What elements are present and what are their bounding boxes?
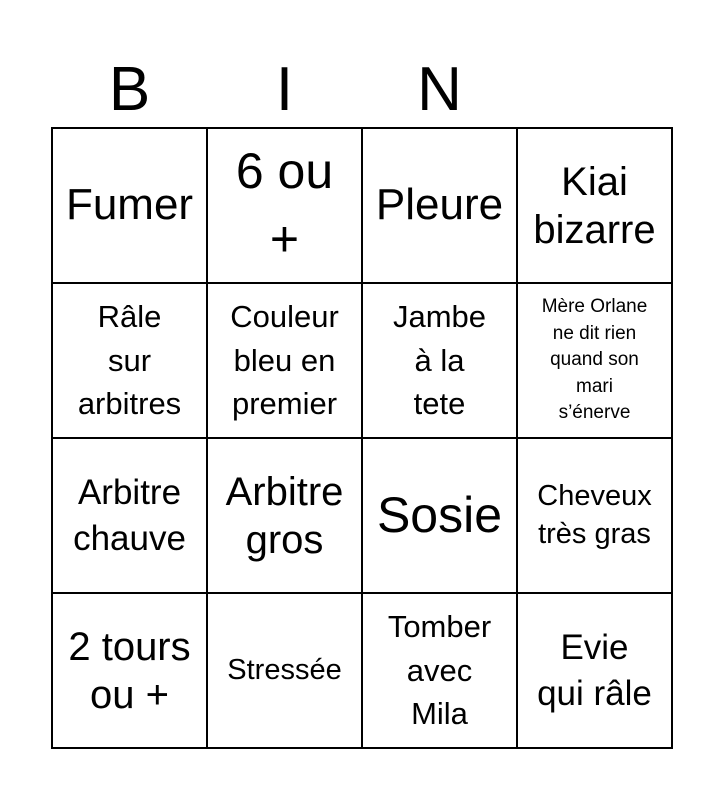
header-letter-b: B [108, 55, 151, 124]
bingo-cell-arbitre-chauve[interactable] [53, 439, 208, 594]
cell-text: Couleur bleu en premier [230, 299, 339, 422]
bingo-header [52, 52, 672, 128]
cell-text: Râle sur arbitres [77, 299, 182, 422]
bingo-cell-cheveux-tres-gras[interactable] [518, 439, 673, 594]
bingo-cell-couleur-bleu[interactable] [208, 284, 363, 439]
bingo-cell-arbitre-gros[interactable] [208, 439, 363, 594]
cell-text: Pleure [375, 180, 504, 230]
bingo-cell-pleure[interactable] [363, 129, 518, 284]
cell-text: Fumer [65, 180, 194, 230]
cell-text: Cheveux très gras [537, 479, 652, 550]
cell-text: Tomber avec Mila [387, 609, 492, 732]
bingo-cell-tomber-avec-mila[interactable] [363, 594, 518, 749]
cell-text: Mère Orlane ne dit rien quand son mari s’énerve [541, 296, 648, 424]
bingo-cell-kiai-bizarre[interactable] [518, 129, 673, 284]
bingo-cell-stressee[interactable] [208, 594, 363, 749]
cell-text: Arbitre chauve [73, 473, 186, 558]
header-letter-i: I [275, 55, 294, 124]
bingo-cell-6-ou-plus[interactable] [208, 129, 363, 284]
bingo-cell-mere-orlane[interactable] [518, 284, 673, 439]
cell-text: Arbitre gros [225, 469, 344, 562]
bingo-cell-2-tours-ou-plus[interactable] [53, 594, 208, 749]
cell-text: Evie qui râle [537, 628, 652, 713]
bingo-cell-rale-sur-arbitres[interactable] [53, 284, 208, 439]
cell-text: Jambe à la tete [392, 299, 487, 422]
cell-text: Kiai bizarre [533, 159, 656, 252]
bingo-grid [51, 127, 673, 749]
cell-text: Sosie [376, 486, 503, 543]
cell-text: 6 ou + [235, 143, 334, 267]
cell-text: 2 tours ou + [68, 624, 191, 717]
bingo-cell-jambe-a-la-tete[interactable] [363, 284, 518, 439]
bingo-cell-sosie[interactable] [363, 439, 518, 594]
bingo-cell-evie-qui-rale[interactable] [518, 594, 673, 749]
header-letter-n: N [417, 55, 462, 124]
bingo-cell-fumer[interactable] [53, 129, 208, 284]
cell-text: Stressée [227, 653, 342, 686]
